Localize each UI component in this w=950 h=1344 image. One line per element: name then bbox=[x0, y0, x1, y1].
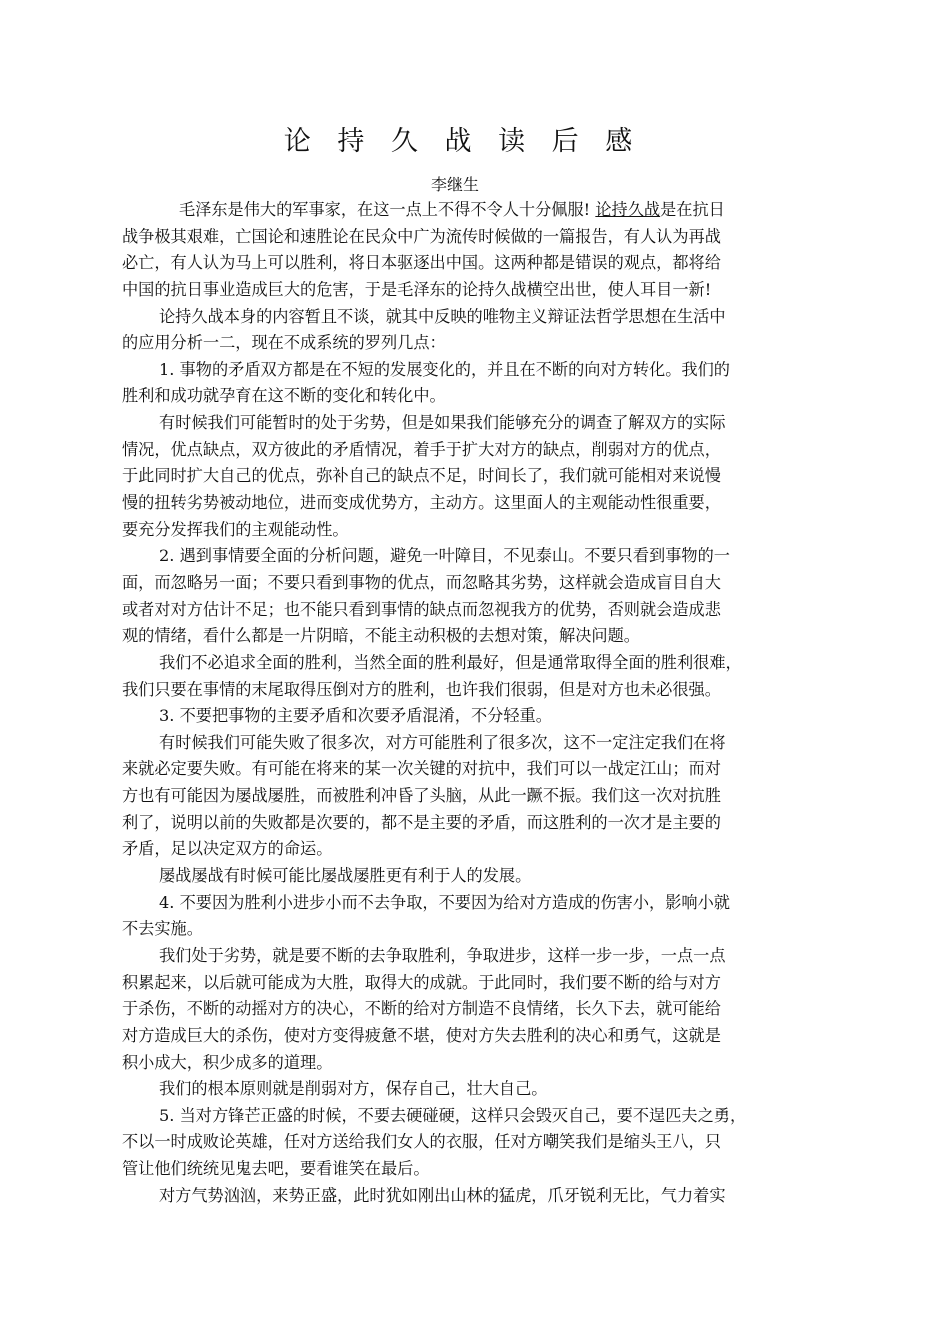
body-line: 5. 当对方锋芒正盛的时候，不要去硬碰硬，这样只会毁灭自己，要不逞匹夫之勇， bbox=[159, 1105, 747, 1125]
body-line: 慢的扭转劣势被动地位，进而变成优势方，主动方。这里面人的主观能动性很重要， bbox=[122, 493, 721, 513]
body-line: 我们不必追求全面的胜利，当然全面的胜利最好，但是通常取得全面的胜利很难， bbox=[159, 652, 742, 672]
body-line: 必亡，有人认为马上可以胜利，将日本驱逐出中国。这两种都是错误的观点，都将给 bbox=[122, 253, 721, 273]
body-line: 不去实施。 bbox=[122, 919, 203, 939]
body-line: 我们处于劣势，就是要不断的去争取胜利，争取进步，这样一步一步，一点一点 bbox=[159, 945, 726, 965]
body-line: 1. 事物的矛盾双方都是在不短的发展变化的，并且在不断的向对方转化。我们的 bbox=[159, 359, 730, 379]
body-line: 对方造成巨大的杀伤，使对方变得疲惫不堪，使对方失去胜利的决心和勇气，这就是 bbox=[122, 1025, 721, 1045]
body-line bbox=[122, 197, 836, 224]
body-line: 2. 遇到事情要全面的分析问题，避免一叶障目，不见泰山。不要只看到事物的一 bbox=[159, 546, 730, 566]
body-line: 要充分发挥我们的主观能动性。 bbox=[122, 519, 349, 539]
body-line: 方也有可能因为屡战屡胜，而被胜利冲昏了头脑，从此一蹶不振。我们这一次对抗胜 bbox=[122, 786, 721, 806]
body-line: 4. 不要因为胜利小进步小而不去争取，不要因为给对方造成的伤害小，影响小就 bbox=[159, 892, 730, 912]
body-line: 矛盾，足以决定双方的命运。 bbox=[122, 839, 333, 859]
body-line: 于此同时扩大自己的优点，弥补自己的缺点不足，时间长了，我们就可能相对来说慢 bbox=[122, 466, 721, 486]
body-line: 战争极其艰难，亡国论和速胜论在民众中广为流传时候做的一篇报告，有人认为再战 bbox=[122, 226, 721, 246]
body-line: 观的情绪，看什么都是一片阴暗，不能主动积极的去想对策，解决问题。 bbox=[122, 626, 640, 646]
body-line: 我们只要在事情的末尾取得压倒对方的胜利，也许我们很弱，但是对方也未必很强。 bbox=[122, 679, 721, 699]
body-line: 于杀伤，不断的动摇对方的决心，不断的给对方制造不良情绪，长久下去，就可能给 bbox=[122, 999, 721, 1019]
body-line: 情况，优点缺点，双方彼此的矛盾情况，着手于扩大对方的缺点，削弱对方的优点， bbox=[122, 439, 721, 459]
body-line: 来就必定要失败。有可能在将来的某一次关键的对抗中，我们可以一战定江山；而对 bbox=[122, 759, 721, 779]
underlined-title-reference: 论持久战 bbox=[595, 200, 661, 219]
body-line: 面，而忽略另一面；不要只看到事物的优点，而忽略其劣势，这样就会造成盲目自大 bbox=[122, 572, 721, 592]
body-text: 毛泽东是伟大的军事家，在这一点上不得不令人十分佩服! bbox=[179, 200, 596, 219]
body-line: 中国的抗日事业造成巨大的危害，于是毛泽东的论持久战横空出世，使人耳目一新! bbox=[122, 279, 712, 299]
body-line: 屡战屡战有时候可能比屡战屡胜更有利于人的发展。 bbox=[159, 866, 532, 886]
body-line: 论持久战本身的内容暂且不谈，就其中反映的唯物主义辩证法哲学思想在生活中 bbox=[159, 306, 726, 326]
body-line: 对方气势汹汹，来势正盛，此时犹如刚出山林的猛虎，爪牙锐利无比，气力着实 bbox=[159, 1185, 726, 1205]
body-line: 有时候我们可能暂时的处于劣势，但是如果我们能够充分的调查了解双方的实际 bbox=[159, 413, 726, 433]
body-line: 3. 不要把事物的主要矛盾和次要矛盾混淆，不分轻重。 bbox=[159, 706, 552, 726]
document-body bbox=[122, 197, 836, 1209]
body-line: 胜利和成功就孕育在这不断的变化和转化中。 bbox=[122, 386, 446, 406]
body-line: 或者对对方估计不足；也不能只看到事情的缺点而忽视我方的优势，否则就会造成悲 bbox=[122, 599, 721, 619]
author-name: 李继生 bbox=[430, 175, 479, 194]
body-line: 利了，说明以前的失败都是次要的，都不是主要的矛盾，而这胜利的一次才是主要的 bbox=[122, 812, 721, 832]
body-line: 有时候我们可能失败了很多次，对方可能胜利了很多次，这不一定注定我们在将 bbox=[159, 732, 726, 752]
body-line: 积小成大，积少成多的道理。 bbox=[122, 1052, 333, 1072]
body-line: 管让他们统统见鬼去吧，要看谁笑在最后。 bbox=[122, 1159, 430, 1179]
body-text: 是在抗日 bbox=[660, 200, 725, 219]
document-title: 论 持 久 战 读 后 感 bbox=[283, 126, 642, 157]
body-line: 不以一时成败论英雄，任对方送给我们女人的衣服，任对方嘲笑我们是缩头王八，只 bbox=[122, 1132, 721, 1152]
body-line: 我们的根本原则就是削弱对方，保存自己，壮大自己。 bbox=[159, 1079, 548, 1099]
body-line: 的应用分析一二，现在不成系统的罗列几点： bbox=[122, 333, 446, 353]
body-line: 积累起来，以后就可能成为大胜，取得大的成就。于此同时，我们要不断的给与对方 bbox=[122, 972, 721, 992]
